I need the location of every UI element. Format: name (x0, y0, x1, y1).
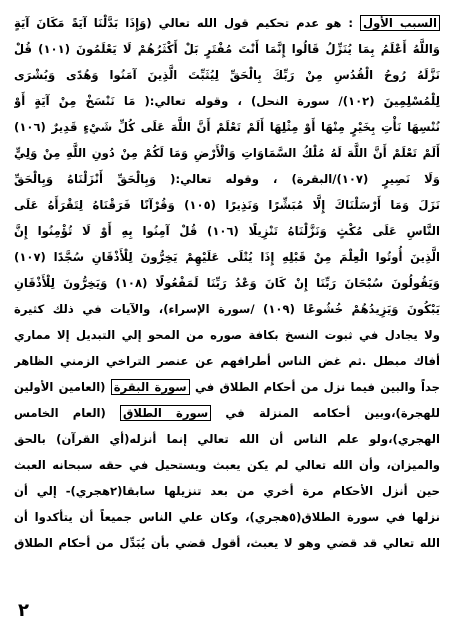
text-line-9: النَّاسِ عَلَى مُكْثٍ وَنَزَّلْنَاهُ تَنْزِيلًا (١٠٦) قُلْ آمِنُوا بِهِ أَوْ لَا تُؤْمِنُوا إِنَّ (14, 224, 440, 238)
text-line-1 (14, 10, 440, 36)
text-line-20: نزلها في سورة الطلاق(٥هجري)، وكان علي الناس جميعاً أن يتأكدوا أن (14, 510, 440, 524)
text-line-21: الله تعالي قد قضي وهو لا يعبث، أقول قضي بأن يُبَدِّل من أحكام الطلاق (14, 536, 440, 550)
text-line-11: وَيَقُولُونَ سُبْحَانَ رَبِّنَا إِنْ كَانَ وَعْدُ رَبِّنَا لَمَفْعُولًا (١٠٨) وَيَخِرُّونَ لِلْأَذْقَانِ (14, 276, 440, 290)
text-line-19: حين أنزل الأحكام مرة أخري من بعد تنزيلها سابقا(٢هجري)- إلي أن (14, 484, 440, 498)
text-line-14: أفاك مبطل .ثم غض الناس أطرافهم عن عنصر التراخي الزمني الظاهر (14, 354, 440, 368)
text-line-5: نُنْسِهَا نَأْتِ بِخَيْرٍ مِنْهَا أَوْ مِثْلِهَا أَلَمْ تَعْلَمْ أَنَّ اللَّهَ عَلَى كُلِّ شَيْءٍ قَدِيرٌ (١٠٦) (14, 120, 440, 134)
text-segment: (العام الخامس (14, 406, 121, 420)
text-line-2: وَاللَّهُ أَعْلَمُ بِمَا يُنَزِّلُ قَالُوا إِنَّمَا أَنْتَ مُفْتَرٍ بَلْ أَكْثَرُهُمْ لَا يَعْلَمُونَ (١٠١) قُلْ (14, 42, 440, 56)
text-line-16 (14, 400, 440, 426)
boxed-surah-talaq: سورة الطلاق (120, 405, 211, 421)
text-line-6: أَلَمْ تَعْلَمْ أَنَّ اللَّهَ لَهُ مُلْكُ السَّمَاوَاتِ وَالْأَرْضِ وَمَا لَكُمْ مِنْ دُونِ اللَّهِ مِنْ وَلِيٍّ (14, 146, 440, 160)
text-line-13: ولا يجادل في ثبوت النسخ بكافة صوره من المحو إلي التبديل إلا مماري (14, 328, 440, 342)
text-segment: للهجرة)،وبين أحكامه المنزلة في (211, 406, 440, 420)
text-line-7: وَلَا نَصِيرٍ (١٠٧)/البقرة) ، وقوله تعالي:( وَبِالْحَقِّ أَنْزَلْنَاهُ وَبِالْحَقِّ (14, 172, 440, 186)
text-segment: (العامين الأولين (14, 380, 111, 394)
text-line-10: الَّذِينَ أُوتُوا الْعِلْمَ مِنْ قَبْلِهِ إِذَا يُتْلَى عَلَيْهِمْ يَخِرُّونَ لِلْأَذْقَانِ سُجَّدًا (١٠٧) (14, 250, 440, 264)
text-line-8: نَزَلَ وَمَا أَرْسَلْنَاكَ إِلَّا مُبَشِّرًا وَنَذِيرًا (١٠٥) وَقُرْآنًا فَرَقْنَاهُ لِتَقْرَأَهُ عَلَى (14, 198, 440, 212)
text-line-15 (14, 374, 440, 400)
text-line-12: يَبْكُونَ وَيَزِيدُهُمْ خُشُوعًا (١٠٩) /سورة الإسراء)، والآيات في ذلك كثيرة (14, 302, 440, 316)
page-number: ٢ (18, 600, 29, 621)
text-line-3: نَزَّلَهُ رُوحُ الْقُدُسِ مِنْ رَبِّكَ بِالْحَقِّ لِيُثَبِّتَ الَّذِينَ آمَنُوا وَهُدًى وَبُشْرَى (14, 68, 440, 82)
text-line-18: والميزان، وأن الله تعالي لم يكن يعبث ويستحيل في حقه سبحانه العبث (14, 458, 440, 472)
text-segment: جداً والبين فيما نزل من أحكام الطلاق في (189, 380, 440, 394)
boxed-surah-baqarah: سورة البقرة (111, 379, 190, 395)
text-segment: : هو عدم تحكيم قول الله تعالي (وَإِذَا بَدَّلْنَا آيَةً مَكَانَ آيَةٍ (14, 16, 361, 30)
document-page (14, 10, 440, 610)
boxed-heading: السبب الأول (360, 15, 440, 31)
text-line-17: الهجري)،ولو علم الناس أن الله تعالي إنما أنزله(أي القرآن) بالحق (14, 432, 440, 446)
text-line-4: لِلْمُسْلِمِينَ (١٠٢)/ سورة النحل) ، وقوله تعالي:( مَا نَنْسَخْ مِنْ آيَةٍ أَوْ (14, 94, 440, 108)
